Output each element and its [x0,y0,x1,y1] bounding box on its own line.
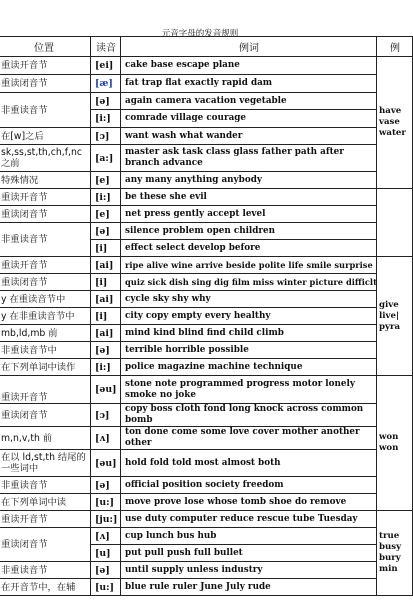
examples-cell: mind kind blind find child climb [121,325,377,342]
position-cell: 重读开音节 [0,376,91,404]
position-cell: 非重读音节 [0,93,91,128]
sound-cell: [ə] [91,342,121,359]
examples-cell: hold fold told most almost both [121,450,377,477]
examples-cell: city copy empty every healthy [121,308,377,325]
examples-cell: copy boss cloth fond long knock across common bomb [121,404,377,427]
position-cell: 在开音节中，在辅 [0,579,91,596]
examples-cell: be these she evil [121,189,377,206]
table-row [0,257,413,274]
sound-cell: [u:] [91,494,121,511]
table-row [0,359,413,376]
table-row [0,579,413,596]
sound-cell: [u] [91,545,121,562]
sound-cell: [i:] [91,189,121,206]
table-row [0,427,413,450]
position-cell: 重读闭音节 [0,75,91,93]
table-row [0,528,413,545]
vowel-rules-table [0,36,413,596]
examples-cell: ripe alive wine arrive beside polite life smile surprise [121,257,377,274]
col4-group-cell: won won [377,376,413,511]
position-cell: 非重读音节 [0,562,91,579]
sound-cell: [æ] [91,75,121,93]
header-position: 位置 [0,37,91,57]
header-col4: 例 [377,37,413,57]
table-row [0,206,413,223]
position-cell: 在[w]之后 [0,128,91,145]
sound-cell: [u:] [91,579,121,596]
position-cell: 重读开音节 [0,257,91,274]
position-cell: 非重读音节 [0,477,91,494]
examples-cell: stone note programmed progress motor lonely smoke no joke [121,376,377,404]
sound-cell: [ɔ] [91,128,121,145]
sound-cell: [ʌ] [91,528,121,545]
position-cell: 非重读音节中 [0,342,91,359]
sound-cell: [ju:] [91,511,121,528]
page-title: 元音字母的发音规则 [161,29,239,39]
examples-cell: silence problem open children [121,223,377,240]
position-cell: 重读开音节 [0,511,91,528]
examples-cell: comrade village courage [121,110,377,128]
sound-cell: [əu] [91,376,121,404]
examples-cell: put pull push full bullet [121,545,377,562]
sound-cell: [i:] [91,359,121,376]
sound-cell: [e] [91,206,121,223]
position-cell: 重读开音节 [0,57,91,75]
examples-cell: any many anything anybody [121,172,377,189]
position-cell: 在下列单词中读 [0,494,91,511]
table-row [0,325,413,342]
position-cell: sk,ss,st,th,ch,f,nc 之前 [0,145,91,172]
sound-cell: [ai] [91,291,121,308]
position-cell: m,n,v,th 前 [0,427,91,450]
header-examples: 例词 [121,37,377,57]
table-row [0,376,413,404]
sound-cell: [i] [91,308,121,325]
position-cell: 重读闭音节 [0,404,91,427]
sound-cell: [ai] [91,325,121,342]
position-cell: mb,ld,mb 前 [0,325,91,342]
examples-cell: cake base escape plane [121,57,377,75]
table-row [0,93,413,110]
sound-cell: [ə] [91,562,121,579]
table-row [0,450,413,477]
examples-cell: blue rule ruler June July rude [121,579,377,596]
examples-cell: master ask task class glass father path after branch advance [121,145,377,172]
header-sound: 读音 [91,37,121,57]
position-cell: y 在非重读音节中 [0,308,91,325]
table-row [0,57,413,75]
table-row [0,477,413,494]
examples-cell: fat trap flat exactly rapid dam [121,75,377,93]
sound-cell: [a:] [91,145,121,172]
table-row [0,308,413,325]
examples-cell: effect select develop before [121,240,377,257]
table-row [0,189,413,206]
col4-group-cell: have vase water [377,57,413,189]
table-row [0,511,413,528]
position-cell: 重读闭音节 [0,528,91,562]
table-header-row [0,37,413,57]
examples-cell: use duty computer reduce rescue tube Tuesday [121,511,377,528]
col4-group-cell [377,189,413,257]
examples-cell: terrible horrible possible [121,342,377,359]
sound-cell: [i] [91,240,121,257]
position-cell: 重读开音节 [0,189,91,206]
examples-cell: until supply unless industry [121,562,377,579]
examples-cell: quiz sick dish sing dig film miss winter picture difficlt [121,274,377,291]
sound-cell: [ʌ] [91,427,121,450]
examples-cell: cup lunch bus hub [121,528,377,545]
table-row [0,128,413,145]
sound-cell: [ei] [91,57,121,75]
examples-cell: want wash what wander [121,128,377,145]
position-cell: y 在重读音节中 [0,291,91,308]
table-row [0,223,413,240]
examples-cell: net press gently accept level [121,206,377,223]
position-cell: 重读闭音节 [0,206,91,223]
examples-cell: cycle sky shy why [121,291,377,308]
sound-cell: [ə] [91,223,121,240]
sound-cell: [ai] [91,257,121,274]
position-cell: 非重读音节 [0,223,91,257]
col4-group-cell: give live| pyra [377,257,413,376]
table-row [0,342,413,359]
table-row [0,291,413,308]
sound-cell: [i:] [91,110,121,128]
table-row [0,145,413,172]
sound-cell: [e] [91,172,121,189]
sound-cell: [ə] [91,93,121,110]
position-cell: 特殊情况 [0,172,91,189]
examples-cell: official position society freedom [121,477,377,494]
table-row [0,75,413,93]
table-row [0,274,413,291]
table-row [0,494,413,511]
sound-cell: [i] [91,274,121,291]
examples-cell: again camera vacation vegetable [121,93,377,110]
sound-cell: [əu] [91,450,121,477]
table-row [0,404,413,427]
position-cell: 在下列单词中读作 [0,359,91,376]
examples-cell: move prove lose whose tomb shoe do remove [121,494,377,511]
col4-group-cell: true busy bury min [377,511,413,596]
position-cell: 在以 ld,st,th 结尾的一些词中 [0,450,91,477]
position-cell: 重读闭音节 [0,274,91,291]
examples-cell: police magazine machine technique [121,359,377,376]
table-row [0,172,413,189]
sound-cell: [ɔ] [91,404,121,427]
table-row [0,562,413,579]
sound-cell: [ə] [91,477,121,494]
examples-cell: ton done come some love cover mother another other [121,427,377,450]
